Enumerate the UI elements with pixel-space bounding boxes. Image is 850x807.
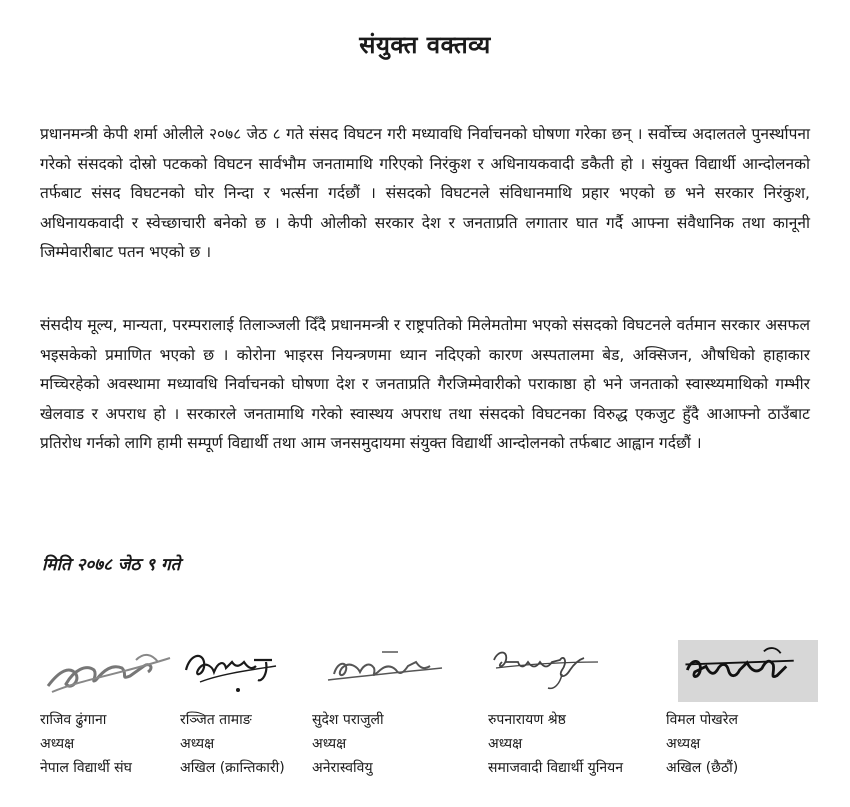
signature-3-image [312,640,462,702]
signatory-role: अध्यक्ष [40,736,75,752]
signatory-name: रुपनारायण श्रेष्ठ [488,712,566,728]
signatory-org: अखिल (छैठौं) [666,760,739,776]
signatory-org: अनेरास्ववियु [312,760,373,776]
statement-paragraph-2: संसदीय मूल्य, मान्यता, परम्परालाई तिलाञ्जली दिँदै प्रधानमन्त्री र राष्ट्रपतिको मिलेमतोमा भएको संसदको विघटनले वर्तमान सरकार असफल भइसकेको प्रमाणित भएको छ । कोरोना भाइरस नियन्त्रणमा ध्यान नदिएको कारण अस्पतालमा बेड, अक्सिजन, औषधिको हाहाकार मच्चिरहेको अवस्थामा मध्यावधि निर्वाचनको घोषणा देश र जनताप्रति गैरजिम्मेवारीको पराकाष्ठा हो भने जनताको स्वास्थ्यमाथिको गम्भीर खेलवाड र अपराध हो । सरकारले जनतामाथि गरेको स्वास्थय अपराध तथा संसदको विघटनका विरुद्ध एकजुट हुँदै आआफ्नो ठाउँबाट प्रतिरोध गर्नको लागि हामी सम्पूर्ण विद्यार्थी तथा आम जनसमुदायमा संयुक्त विद्यार्थी आन्दोलनको तर्फबाट आह्वान गर्दछौं । [40,316,810,452]
signatory-role: अध्यक्ष [488,736,523,752]
document-title: संयुक्त वक्तव्य [359,31,491,59]
signatory-name: राजिव ढुंगाना [40,712,107,728]
signatory-5 [666,640,836,780]
signature-4-image [488,640,638,702]
signatory-role: अध्यक्ष [180,736,215,752]
signatory-role: अध्यक्ष [312,736,347,752]
signatory-org: नेपाल विद्यार्थी संघ [40,760,132,776]
signature-1-image [40,640,190,702]
signature-5-image [678,640,818,702]
statement-date: मिति २०७८ जेठ ९ गते [42,555,181,575]
signatory-name: विमल पोखरेल [666,712,738,728]
signatory-org: समाजवादी विद्यार्थी युनियन [488,760,624,776]
signature-2-image [180,640,330,702]
signatory-3 [312,640,482,780]
signatory-role: अध्यक्ष [666,736,701,752]
signatory-org: अखिल (क्रान्तिकारी) [180,760,285,776]
signatory-name: सुदेश पराजुली [312,712,384,728]
signatory-4 [488,640,658,780]
statement-paragraph-1: प्रधानमन्त्री केपी शर्मा ओलीले २०७८ जेठ ८ गते संसद विघटन गरी मध्यावधि निर्वाचनको घोषणा गरेका छन् । सर्वोच्च अदालतले पुनर्स्थापना गरेको संसदको दोस्रो पटकको विघटन सार्वभौम जनतामाथि गरिएको निरंकुश र अधिनायकवादी डकैती हो । संयुक्त विद्यार्थी आन्दोलनको तर्फबाट संसद विघटनको घोर निन्दा र भर्त्सना गर्दछौं । संसदको विघटनले संविधानमाथि प्रहार भएको छ भने सरकार निरंकुश, अधिनायकवादी र स्वेच्छाचारी बनेको छ । केपी ओलीको सरकार देश र जनताप्रति लगातार घात गर्दै आफ्ना संवैधानिक तथा कानूनी जिम्मेवारीबाट पतन भएको छ । [40,125,810,261]
signatory-name: रञ्जित तामाङ [180,712,252,728]
